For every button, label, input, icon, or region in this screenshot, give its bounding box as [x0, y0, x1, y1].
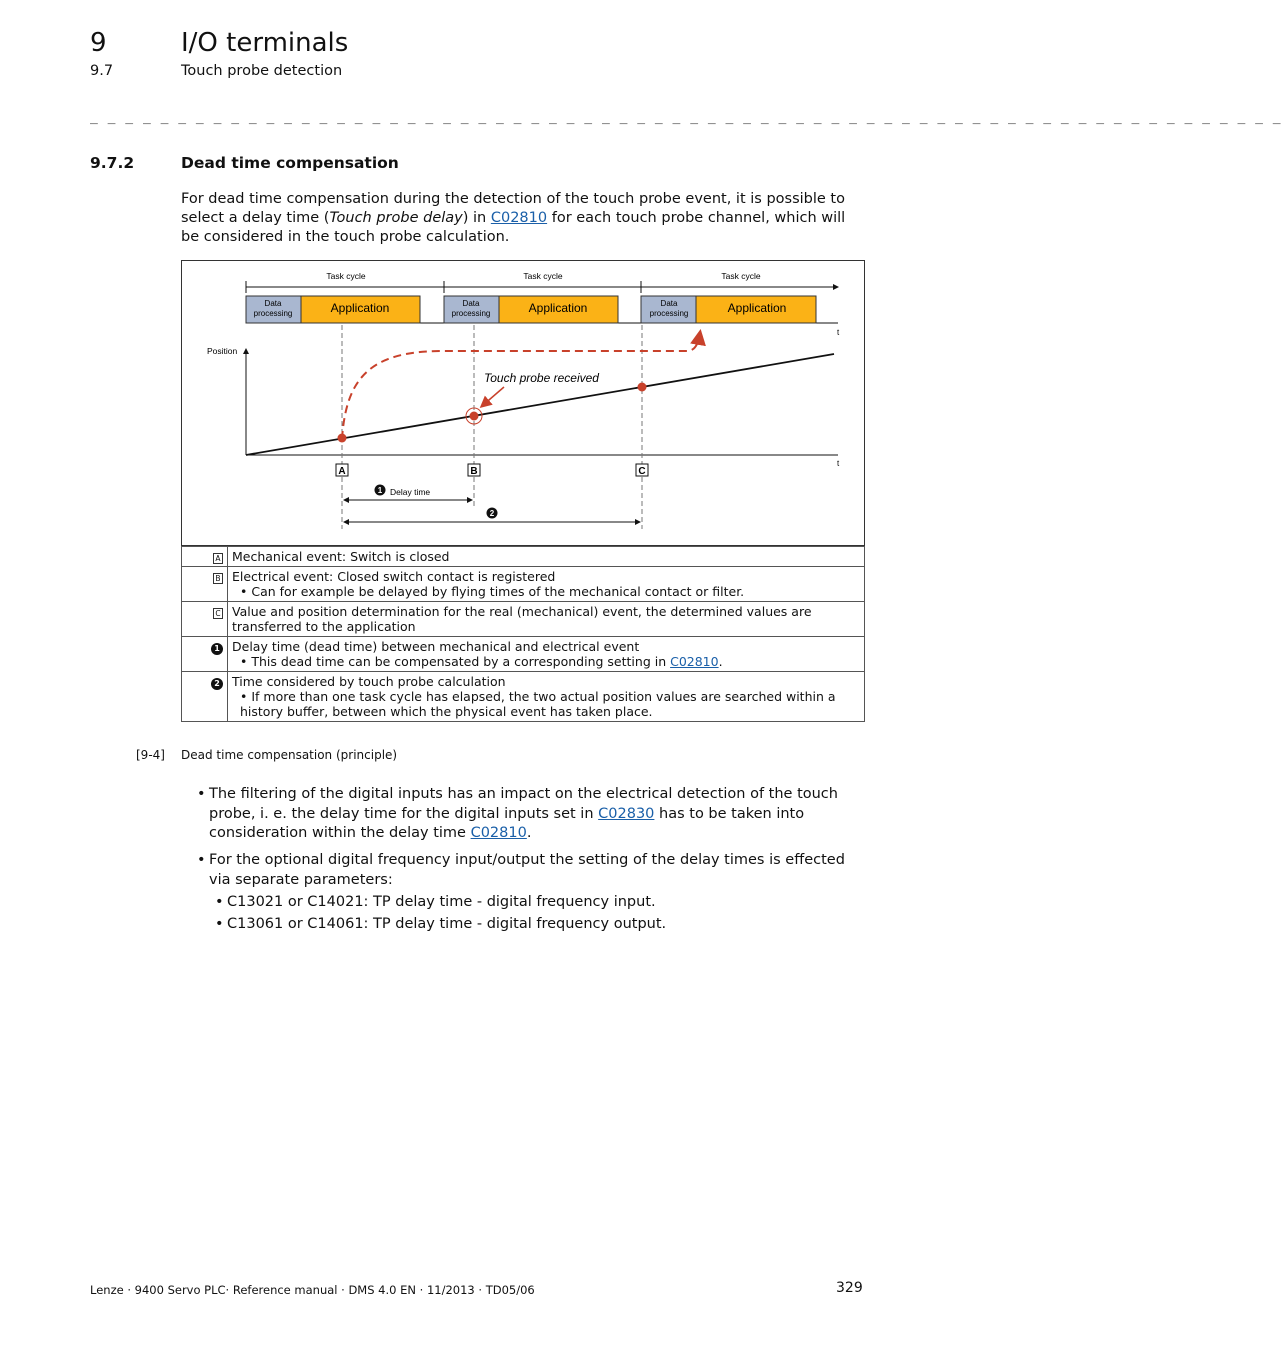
page-number: 329: [836, 1280, 863, 1296]
event-dot-a: [338, 434, 347, 443]
legend-key-2-icon: 2: [211, 678, 223, 690]
chapter-number: 9: [90, 28, 107, 58]
marker-b-label: B: [470, 466, 478, 477]
circle-1-label: 1: [377, 486, 383, 495]
dead-time-diagram: [182, 261, 864, 545]
legend-text: Mechanical event: Switch is closed: [232, 549, 450, 564]
legend-sub-prefix: This dead time can be compensated by a corresponding setting in: [251, 654, 671, 669]
legend-row: [182, 602, 865, 637]
intro-italic: Touch probe delay: [329, 210, 463, 226]
figure-box: [181, 260, 865, 546]
marker-c-label: C: [638, 466, 646, 477]
event-dot-b: [470, 412, 479, 421]
chapter-title: I/O terminals: [181, 28, 349, 58]
legend-text: Time considered by touch probe calculation: [232, 674, 506, 689]
link-c02830[interactable]: C02830: [598, 805, 655, 822]
legend-row: [182, 637, 865, 672]
legend-table: [181, 546, 865, 722]
sub-bullet-output: [215, 915, 855, 935]
bullet-text: The filtering of the digital inputs has an impact on the electrical detection of the touch probe, i. e. the delay time for the digital inputs set in: [209, 786, 838, 822]
section-number: 9.7: [90, 63, 114, 79]
legend-text: Value and position determination for the real (mechanical) event, the determined values are transferred to the application: [232, 604, 812, 634]
legend-text: Delay time (dead time) between mechanical and electrical event: [232, 639, 640, 654]
link-c02810[interactable]: C02810: [670, 654, 719, 669]
marker-a-label: A: [338, 466, 346, 477]
bullet-frequency: [197, 851, 863, 890]
legend-row: [182, 567, 865, 602]
legend-key-b: B: [213, 573, 223, 584]
bullet-filtering: [197, 785, 863, 844]
link-c02810[interactable]: C02810: [490, 210, 548, 226]
bullet-dot: •: [215, 894, 224, 910]
touch-probe-arrow: [482, 387, 504, 406]
intro-paragraph: [181, 190, 865, 247]
footer-text: Lenze · 9400 Servo PLC· Reference manual · DMS 4.0 EN · 11/2013 · TD05/06: [90, 1283, 535, 1297]
legend-subitem: [232, 654, 860, 669]
touch-probe-received-label: Touch probe received: [484, 371, 599, 385]
data-processing-label: Data: [264, 299, 282, 308]
legend-key-c: C: [213, 608, 223, 619]
intro-text-2: ) in: [462, 210, 491, 226]
data-processing-label: processing: [649, 309, 689, 318]
figure-caption-number: [9-4]: [136, 748, 165, 762]
sub-bullet-input: [215, 893, 855, 913]
bullet-dot: •: [197, 852, 206, 868]
t-label: t: [837, 328, 840, 337]
legend-subitem: • If more than one task cycle has elapsed, the two actual position values are searched within a history buffer, between which the physical event has taken place.: [232, 689, 860, 719]
event-dot-c: [638, 383, 647, 392]
bullet-text: .: [526, 825, 532, 841]
subsection-title: Dead time compensation: [181, 154, 399, 172]
bullet-dot: •: [215, 916, 224, 932]
data-processing-label: processing: [451, 309, 491, 318]
task-cycle-label: Task cycle: [523, 271, 563, 281]
legend-key-1-icon: 1: [211, 643, 223, 655]
intro-text-1: For dead time compensation during the detection of the touch probe event, it is possible to select a delay time (: [181, 191, 845, 226]
bullet-text: C13021 or C14021: TP delay time - digital frequency input.: [227, 894, 656, 910]
section-title: Touch probe detection: [181, 63, 343, 79]
legend-subitem: • Can for example be delayed by flying times of the mechanical contact or filter.: [232, 584, 860, 599]
bullet-text: For the optional digital frequency input/output the setting of the delay times is effected via separate parameters:: [209, 852, 845, 888]
figure-caption-text: Dead time compensation (principle): [181, 748, 398, 762]
position-label: Position: [207, 346, 238, 356]
data-processing-label: Data: [660, 299, 678, 308]
legend-key-a: A: [213, 553, 223, 564]
t-label: t: [837, 459, 840, 468]
position-ramp: [246, 354, 834, 455]
circle-2-label: 2: [489, 509, 495, 518]
intro-text-3: for each touch probe channel, which will be considered in the touch probe calculation.: [181, 210, 846, 245]
bullet-dot: •: [197, 786, 206, 802]
task-cycle-label: Task cycle: [326, 271, 366, 281]
legend-row: [182, 547, 865, 567]
task-cycle-label: Task cycle: [721, 271, 761, 281]
legend-sub-suffix: .: [718, 654, 723, 669]
data-processing-label: processing: [253, 309, 293, 318]
legend-text: Electrical event: Closed switch contact is registered: [232, 569, 556, 584]
application-label: Application: [727, 301, 787, 315]
bullet-text: has to be taken into consideration within the delay time: [209, 805, 805, 841]
delay-time-label: Delay time: [390, 487, 431, 497]
application-label: Application: [528, 301, 588, 315]
legend-row: [182, 672, 865, 722]
bullet-text: C13061 or C14061: TP delay time - digital frequency output.: [227, 916, 667, 932]
header-rule: _ _ _ _ _ _ _ _ _ _ _ _ _ _ _ _ _ _ _ _ _ _ _ _ _ _ _ _ _ _ _ _ _ _ _ _ _ _ _ _ _ _ _ _ _ _ _ _ _ _ _ _ _ _ _ _ _ _ _ _ _ _ _ _ _ _ _ _: [90, 110, 1282, 125]
data-processing-label: Data: [462, 299, 480, 308]
application-label: Application: [330, 301, 390, 315]
link-c02810[interactable]: C02810: [470, 825, 527, 841]
subsection-number: 9.7.2: [90, 154, 135, 172]
